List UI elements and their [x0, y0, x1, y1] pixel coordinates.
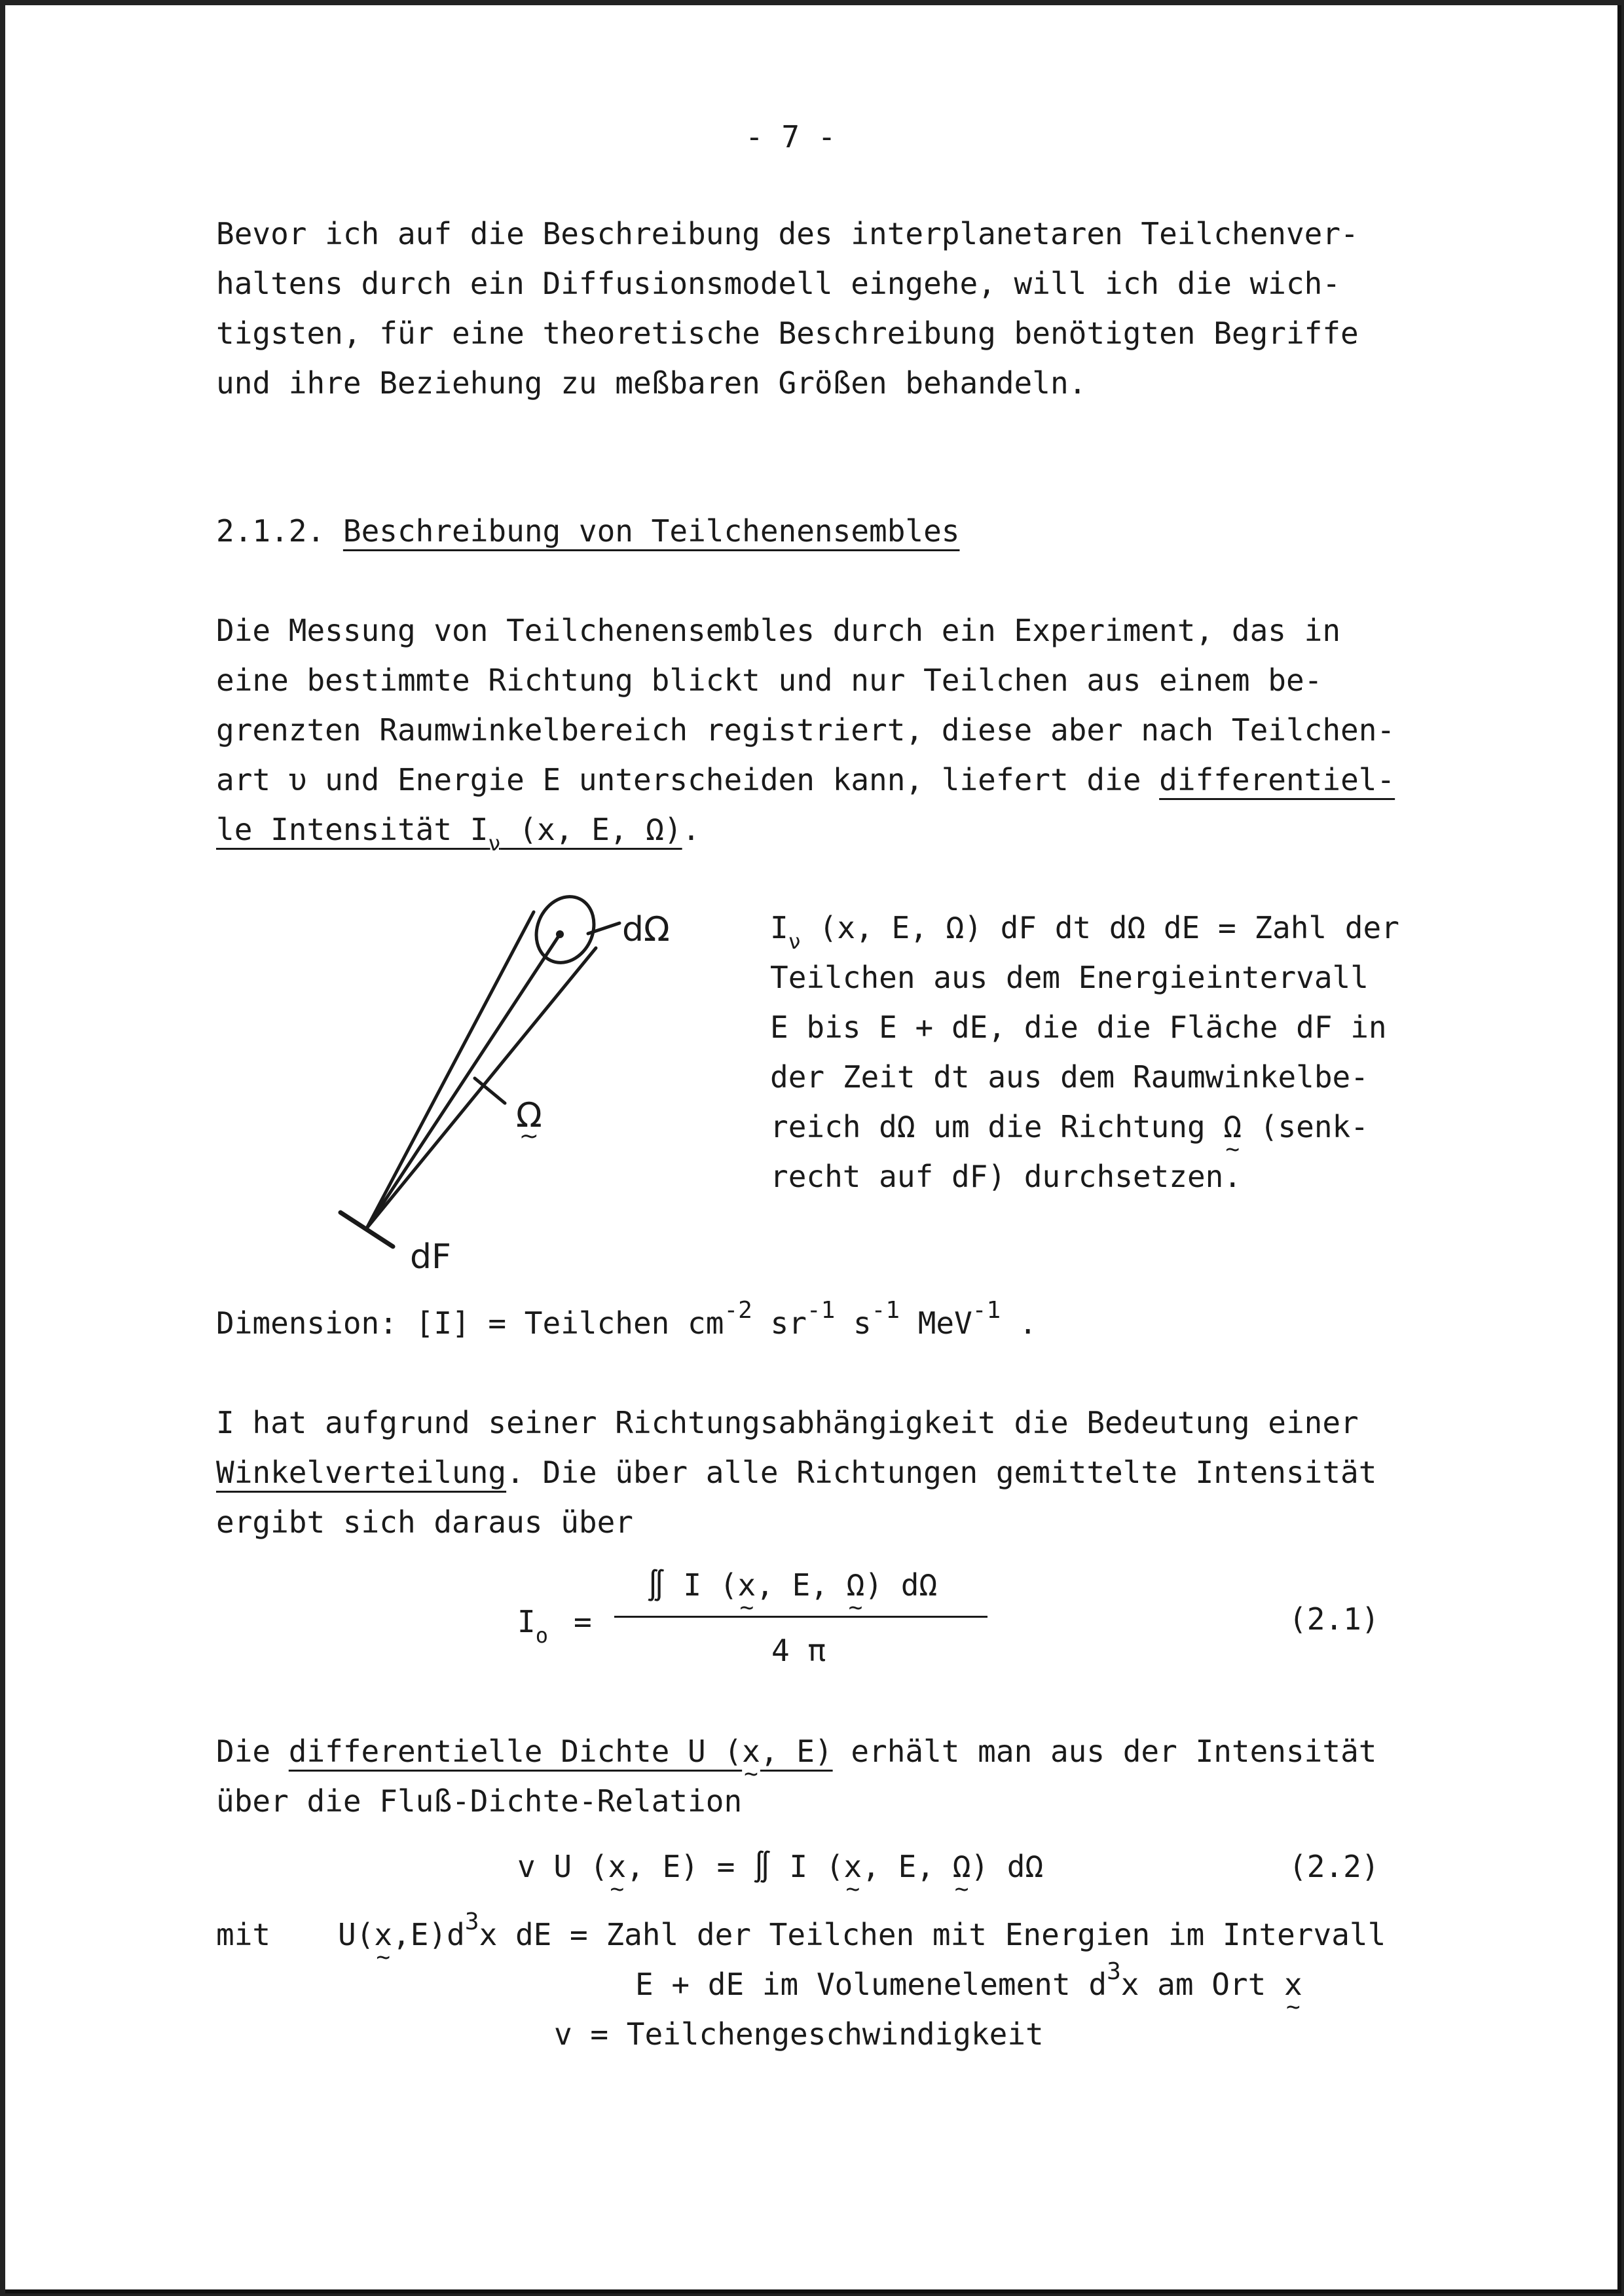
- text-run: MeV: [900, 1305, 972, 1341]
- para4-line-1: [216, 1734, 1377, 1769]
- defs-mit: mit: [216, 1917, 271, 1952]
- term-differential-intensity: differentiel-: [1159, 762, 1395, 797]
- exponent: 3: [464, 1908, 479, 1935]
- omega-vector: Ω ~: [953, 1851, 971, 1882]
- x-vector: x ~: [742, 1736, 760, 1766]
- text-run: , E) = ∬ I (: [626, 1849, 844, 1884]
- eq1-equals: =: [574, 1604, 592, 1639]
- eq2-number: (2.2): [1289, 1849, 1380, 1884]
- text-run: , E,: [862, 1849, 953, 1884]
- text-run: (x, E, Ω) dF dt dΩ dE = Zahl der: [800, 910, 1399, 945]
- text-run: I: [770, 910, 788, 945]
- text-run: differentielle Dichte U (: [288, 1734, 743, 1769]
- section-title: Beschreibung von Teilchenensembles: [342, 513, 960, 549]
- eq2-body: [517, 1851, 1043, 1882]
- caption-line-4: der Zeit dt aus dem Raumwinkelbe-: [770, 1059, 1369, 1095]
- subscript: o: [535, 1623, 548, 1648]
- x-vector: x ~: [844, 1851, 862, 1882]
- omega-vector: Ω ~: [847, 1570, 865, 1600]
- exponent: -2: [724, 1297, 752, 1324]
- intro-line-4: und ihre Beziehung zu meßbaren Größen behandeln.: [216, 365, 1087, 401]
- text-run: E + dE im Volumenelement d: [635, 1967, 1107, 2002]
- caption-line-5: [770, 1109, 1369, 1144]
- section-number: 2.1.2.: [216, 513, 325, 549]
- text-run: ) dΩ: [864, 1567, 938, 1603]
- text-run: U(: [338, 1917, 375, 1952]
- x-vector: x ~: [608, 1851, 626, 1882]
- dimension-line: [216, 1297, 1037, 1341]
- eq1-lhs: [517, 1604, 548, 1648]
- subscript: ν: [488, 831, 501, 856]
- para2-line-5: [216, 812, 701, 856]
- text-run: x dE = Zahl der Teilchen mit Energien im Intervall: [479, 1917, 1386, 1952]
- term-angular-distribution: Winkelverteilung: [216, 1455, 507, 1490]
- text-run: v U (: [517, 1849, 608, 1884]
- label-omega: [516, 1096, 542, 1135]
- text-run: Die: [216, 1734, 289, 1769]
- text-run: und Energie E unterscheiden kann, liefert die: [306, 762, 1160, 797]
- para2-line-3: grenzten Raumwinkelbereich registriert, diese aber nach Teilchen-: [216, 712, 1395, 748]
- para3-line-3: ergibt sich daraus über: [216, 1504, 633, 1540]
- surface-df: [341, 1212, 393, 1247]
- intro-line-3: tigsten, für eine theoretische Beschreibung benötigten Begriffe: [216, 316, 1359, 351]
- text-run: Dimension: [I] = Teilchen cm: [216, 1305, 724, 1341]
- omega-symbol: Ω ~: [516, 1099, 542, 1133]
- para2-line-2: eine bestimmte Richtung blickt und nur Teilchen aus einem be-: [216, 663, 1323, 698]
- omega-vector: Ω ~: [1223, 1112, 1242, 1142]
- caption-line-3: E bis E + dE, die die Fläche dF in: [770, 1010, 1387, 1045]
- text-run: (senk-: [1242, 1109, 1369, 1144]
- lhs-symbol: I: [517, 1604, 536, 1639]
- intensity-args: (x, E, Ω): [500, 812, 682, 847]
- label-domega: dΩ: [622, 910, 670, 949]
- para2-line-1: Die Messung von Teilchenensembles durch ein Experiment, das in: [216, 613, 1341, 648]
- text-run: .: [1001, 1305, 1037, 1341]
- defs-line-2: [635, 1958, 1302, 2002]
- label-df: dF: [410, 1237, 451, 1277]
- caption-line-1: [770, 910, 1399, 954]
- text-run: erhält man aus der Intensität: [832, 1734, 1377, 1769]
- intro-line-2: haltens durch ein Diffusionsmodell eingehe, will ich die wich-: [216, 266, 1341, 301]
- fraction-bar: [614, 1616, 987, 1618]
- section-heading: [216, 513, 960, 549]
- cone-axis: [367, 934, 560, 1228]
- x-vector: x ~: [1284, 1969, 1302, 1999]
- exponent: -1: [871, 1297, 900, 1324]
- caption-line-2: Teilchen aus dem Energieintervall: [770, 960, 1369, 995]
- eq1-numerator: [647, 1567, 938, 1603]
- text-run: , E): [760, 1734, 833, 1769]
- text-run: ) dΩ: [970, 1849, 1044, 1884]
- text-run: . Die über alle Richtungen gemittelte Intensität: [506, 1455, 1377, 1490]
- term-differential-density: [289, 1734, 833, 1769]
- page: [5, 5, 1621, 2293]
- para2-line-4: [216, 762, 1395, 797]
- axis-dot: [556, 930, 564, 938]
- cone-edge-right: [367, 948, 596, 1228]
- text-run: reich dΩ um die Richtung: [770, 1109, 1224, 1144]
- exponent: -1: [806, 1297, 836, 1324]
- intro-line-1: Bevor ich auf die Beschreibung des interplanetaren Teilchenver-: [216, 216, 1359, 251]
- text-run: ,E)d: [392, 1917, 465, 1952]
- defs-line-1: [338, 1908, 1386, 1952]
- page-number: - 7 -: [745, 119, 836, 155]
- text-run: , E,: [756, 1567, 847, 1603]
- subscript: ν: [788, 929, 801, 954]
- particle-type-symbol: υ: [288, 762, 307, 797]
- text-run: art: [216, 762, 289, 797]
- period: .: [682, 812, 701, 847]
- eq1-number: (2.1): [1289, 1601, 1380, 1637]
- defs-line-3: v = Teilchengeschwindigkeit: [554, 2016, 1044, 2052]
- text-run: x am Ort: [1120, 1967, 1284, 2002]
- x-vector: x ~: [737, 1570, 756, 1600]
- exponent: -1: [972, 1297, 1001, 1324]
- term-intensity: le Intensität I: [216, 812, 489, 847]
- exponent: 3: [1107, 1958, 1121, 1985]
- para3-line-2: [216, 1455, 1377, 1490]
- text-run: s: [835, 1305, 872, 1341]
- text-run: ∬ I (: [647, 1567, 738, 1603]
- text-run: sr: [752, 1305, 807, 1341]
- cone-edge-left: [367, 912, 534, 1228]
- para3-line-1: I hat aufgrund seiner Richtungsabhängigkeit die Bedeutung einer: [216, 1405, 1359, 1440]
- para4-line-2: über die Fluß-Dichte-Relation: [216, 1783, 743, 1819]
- x-vector: x ~: [374, 1920, 392, 1950]
- caption-line-6: recht auf dF) durchsetzen.: [770, 1159, 1242, 1194]
- eq1-denominator: 4 π: [771, 1633, 826, 1668]
